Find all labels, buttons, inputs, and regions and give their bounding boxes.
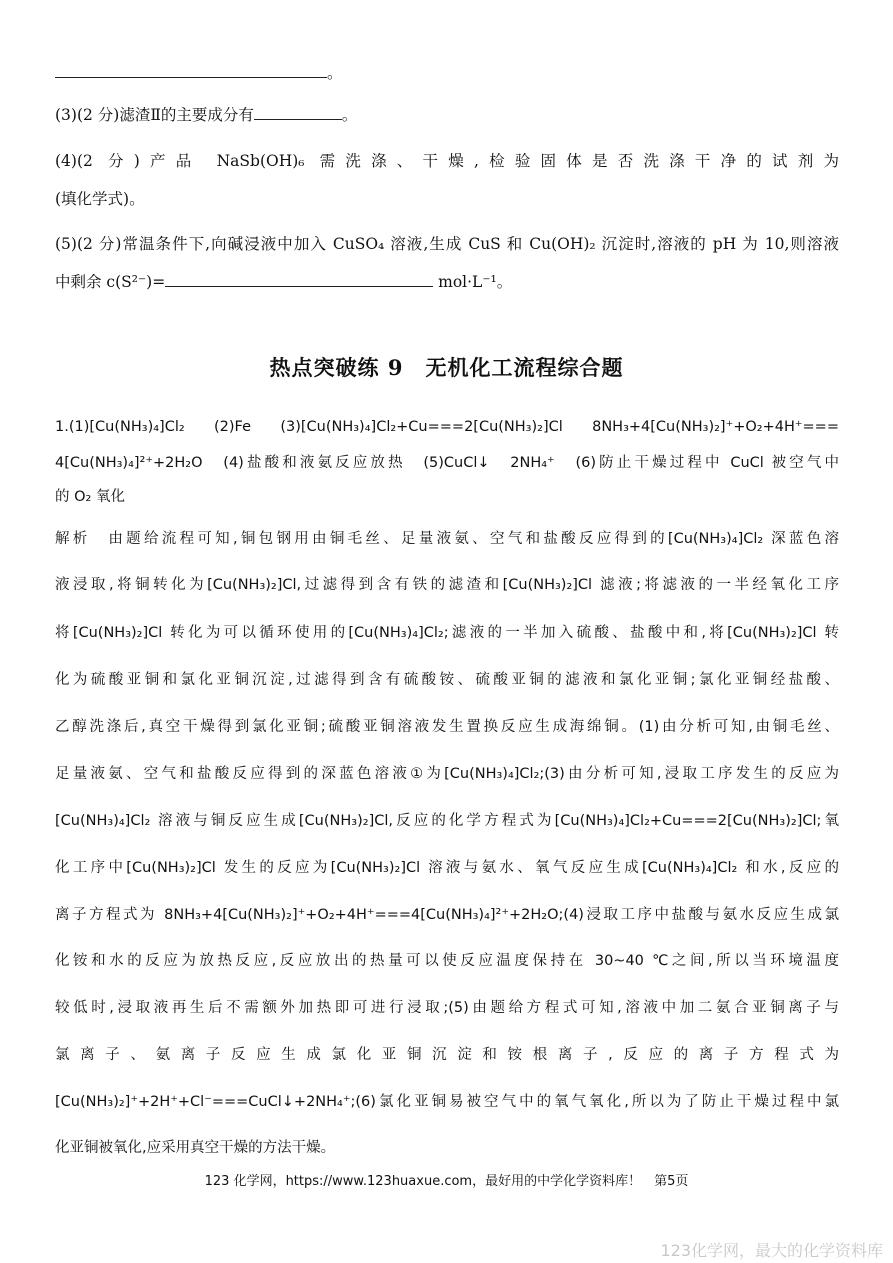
analysis-line: 足量液氨、空气和盐酸反应得到的深蓝色溶液①为[Cu(NH₃)₄]Cl₂;(3)由分析可知,浸取工序发生的反应为 <box>55 766 839 782</box>
analysis-line: 解析 由题给流程可知,铜包钢用由铜毛丝、足量液氨、空气和盐酸反应得到的[Cu(NH₃)₄]Cl₂ 深蓝色溶 <box>55 531 839 547</box>
analysis-line: [Cu(NH₃)₄]Cl₂ 溶液与铜反应生成[Cu(NH₃)₂]Cl,反应的化学方程式为[Cu(NH₃)₄]Cl₂+Cu===2[Cu(NH₃)₂]Cl;氧 <box>55 813 839 829</box>
q2-answer-line <box>55 62 839 84</box>
analysis-line: 氯离子、氨离子反应生成氯化亚铜沉淀和铵根离子,反应的离子方程式为 <box>55 1047 839 1063</box>
analysis-line: 较低时,浸取液再生后不需额外加热即可进行浸取;(5)由题给方程式可知,溶液中加二氨合亚铜离子与 <box>55 1000 839 1016</box>
analysis-line: 液浸取,将铜转化为[Cu(NH₃)₂]Cl,过滤得到含有铁的滤渣和[Cu(NH₃)₂]Cl 滤液;将滤液的一半经氧化工序 <box>55 577 839 593</box>
page-footer: 123 化学网，https://www.123huaxue.com，最好用的中学化学资料库！ 第5页 <box>204 1174 689 1189</box>
question-4-line1: (4)(2 分)产品 NaSb(OH)₆ 需洗涤、干燥,检验固体是否洗涤干净的试剂为 <box>55 152 839 170</box>
q5-text-post: mol·L⁻¹。 <box>433 273 513 291</box>
answer-blank <box>254 105 342 120</box>
analysis-line: [Cu(NH₃)₂]⁺+2H⁺+Cl⁻===CuCl↓+2NH₄⁺;(6)氯化亚铜易被空气中的氧气氧化,所以为了防止干燥过程中氯 <box>55 1094 839 1110</box>
q5-text-pre: 中剩余 c(S²⁻)= <box>55 273 166 291</box>
question-5-line1: (5)(2 分)常温条件下,向碱浸液中加入 CuSO₄ 溶液,生成 CuS 和 Cu(OH)₂ 沉淀时,溶液的 pH 为 10,则溶液 <box>55 235 839 253</box>
section-title: 热点突破练 9 无机化工流程综合题 <box>269 355 624 380</box>
answer-line-2: 4[Cu(NH₃)₄]²⁺+2H₂O (4)盐酸和液氨反应放热 (5)CuCl↓ 2NH₄⁺ (6)防止干燥过程中 CuCl 被空气中 <box>55 455 839 471</box>
answer-blank <box>165 272 433 287</box>
question-5-line2 <box>55 271 839 293</box>
watermark: 123化学网，最大的化学资料库 <box>660 1241 883 1260</box>
analysis-line: 离子方程式为 8NH₃+4[Cu(NH₃)₂]⁺+O₂+4H⁺===4[Cu(NH₃)₄]²⁺+2H₂O;(4)浸取工序中盐酸与氨水反应生成氯 <box>55 907 839 923</box>
q3-end: 。 <box>341 106 358 124</box>
q3-text: (3)(2 分)滤渣Ⅱ的主要成分有 <box>55 106 254 124</box>
analysis-line: 将[Cu(NH₃)₂]Cl 转化为可以循环使用的[Cu(NH₃)₄]Cl₂;滤液的一半加入硫酸、盐酸中和,将[Cu(NH₃)₂]Cl 转 <box>55 625 839 641</box>
q2-tail: 。 <box>327 64 343 82</box>
analysis-line: 乙醇洗涤后,真空干燥得到氯化亚铜;硫酸亚铜溶液发生置换反应生成海绵铜。(1)由分析可知,由铜毛丝、 <box>55 719 839 735</box>
question-3 <box>55 104 839 126</box>
analysis-line: 化为硫酸亚铜和氯化亚铜沉淀,过滤得到含有硫酸铵、硫酸亚铜的滤液和氯化亚铜;氯化亚铜经盐酸、 <box>55 672 839 688</box>
analysis-line: 化工序中[Cu(NH₃)₂]Cl 发生的反应为[Cu(NH₃)₂]Cl 溶液与氨水、氧气反应生成[Cu(NH₃)₄]Cl₂ 和水,反应的 <box>55 860 839 876</box>
answer-blank <box>55 63 327 78</box>
answer-line-3: 的 O₂ 氧化 <box>55 489 125 505</box>
question-4-line2: (填化学式)。 <box>55 190 145 208</box>
analysis-line: 化亚铜被氧化,应采用真空干燥的方法干燥。 <box>55 1140 336 1156</box>
answer-line-1: 1.(1)[Cu(NH₃)₄]Cl₂ (2)Fe (3)[Cu(NH₃)₄]Cl₂+Cu===2[Cu(NH₃)₂]Cl 8NH₃+4[Cu(NH₃)₂]⁺+O₂+4H⁺=== <box>55 419 839 435</box>
analysis-line: 化铵和水的反应为放热反应,反应放出的热量可以使反应温度保持在 30~40 ℃之间,所以当环境温度 <box>55 953 839 969</box>
